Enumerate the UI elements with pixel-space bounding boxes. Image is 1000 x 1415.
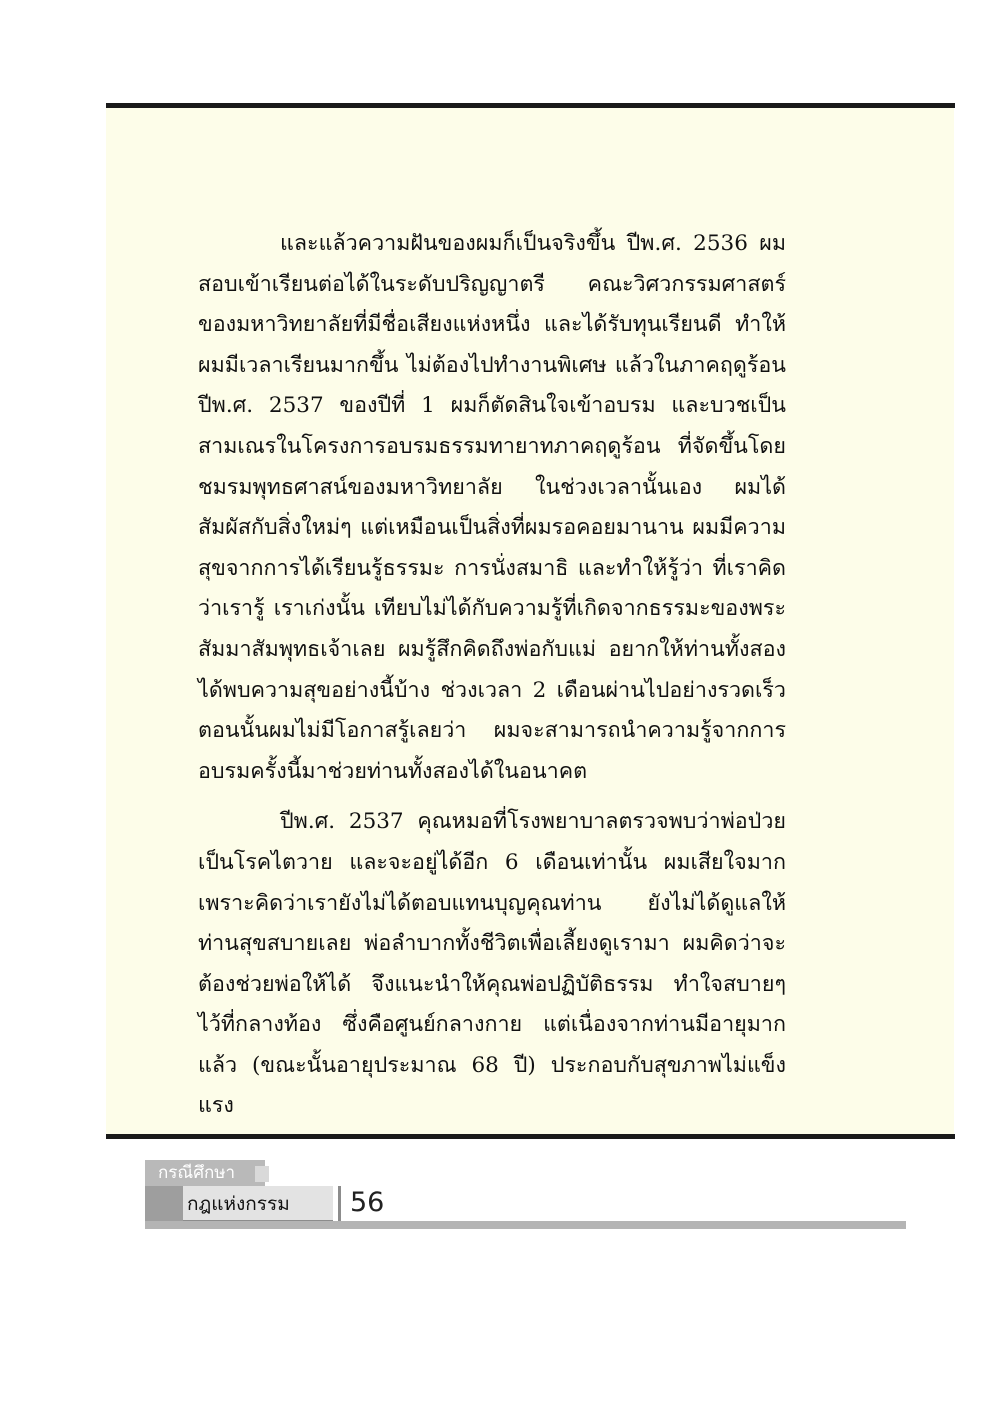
bottom-rule xyxy=(106,1134,955,1139)
page-number: 56 xyxy=(350,1187,385,1218)
top-rule xyxy=(106,103,955,108)
paragraph-1: และแล้วความฝันของผมก็เป็นจริงขึ้น ปีพ.ศ. 2536 ผมสอบเข้าเรียนต่อได้ในระดับปริญญาตรี คณะวิศวกรรมศาสตร์ของมหาวิทยาลัยที่มีชื่อเสียงแห่งหนึ่ง และได้รับทุนเรียนดี ทำให้ผมมีเวลาเรียนมากขึ้น ไม่ต้องไปทำงานพิเศษ แล้วในภาคฤดูร้อนปีพ.ศ. 2537 ของปีที่ 1 ผมก็ตัดสินใจเข้าอบรม และบวชเป็นสามเณรในโครงการอบรมธรรมทายาทภาคฤดูร้อน ที่จัดขึ้นโดยชมรมพุทธศาสน์ของมหาวิทยาลัย ในช่วงเวลานั้นเอง ผมได้สัมผัสกับสิ่งใหม่ๆ แต่เหมือนเป็นสิ่งที่ผมรอคอยมานาน ผมมีความสุขจากการได้เรียนรู้ธรรมะ การนั่งสมาธิ และทำให้รู้ว่า ที่เราคิดว่าเรารู้ เราเก่งนั้น เทียบไม่ได้กับความรู้ที่เกิดจากธรรมะของพระสัมมาสัมพุทธเจ้าเลย ผมรู้สึกคิดถึงพ่อกับแม่ อยากให้ท่านทั้งสองได้พบความสุขอย่างนี้บ้าง ช่วงเวลา 2 เดือนผ่านไปอย่างรวดเร็ว ตอนนั้นผมไม่มีโอกาสรู้เลยว่า ผมจะสามารถนำความรู้จากการอบรมครั้งนี้มาช่วยท่านทั้งสองได้ในอนาคต xyxy=(198,231,786,784)
paragraph-2: ปีพ.ศ. 2537 คุณหมอที่โรงพยาบาลตรวจพบว่าพ่อป่วยเป็นโรคไตวาย และจะอยู่ได้อีก 6 เดือนเท่านั้น ผมเสียใจมาก เพราะคิดว่าเรายังไม่ได้ตอบแทนบุญคุณท่าน ยังไม่ได้ดูแลให้ท่านสุขสบายเลย พ่อลำบากทั้งชีวิตเพื่อเลี้ยงดูเรามา ผมคิดว่าจะต้องช่วยพ่อให้ได้ จึงแนะนำให้คุณพ่อปฏิบัติธรรม ทำใจสบายๆ ไว้ที่กลางท้อง ซึ่งคือศูนย์กลางกาย แต่เนื่องจากท่านมีอายุมากแล้ว (ขณะนั้นอายุประมาณ 68 ปี) ประกอบกับสุขภาพไม่แข็งแรง xyxy=(198,809,786,1119)
book-title: กฎแห่งกรรม xyxy=(187,1193,290,1215)
footer-divider xyxy=(338,1186,341,1222)
body-text xyxy=(198,224,786,1137)
footer-line xyxy=(145,1221,906,1229)
series-label: กรณีศึกษา xyxy=(158,1163,236,1183)
footer-band-accent xyxy=(255,1166,269,1182)
